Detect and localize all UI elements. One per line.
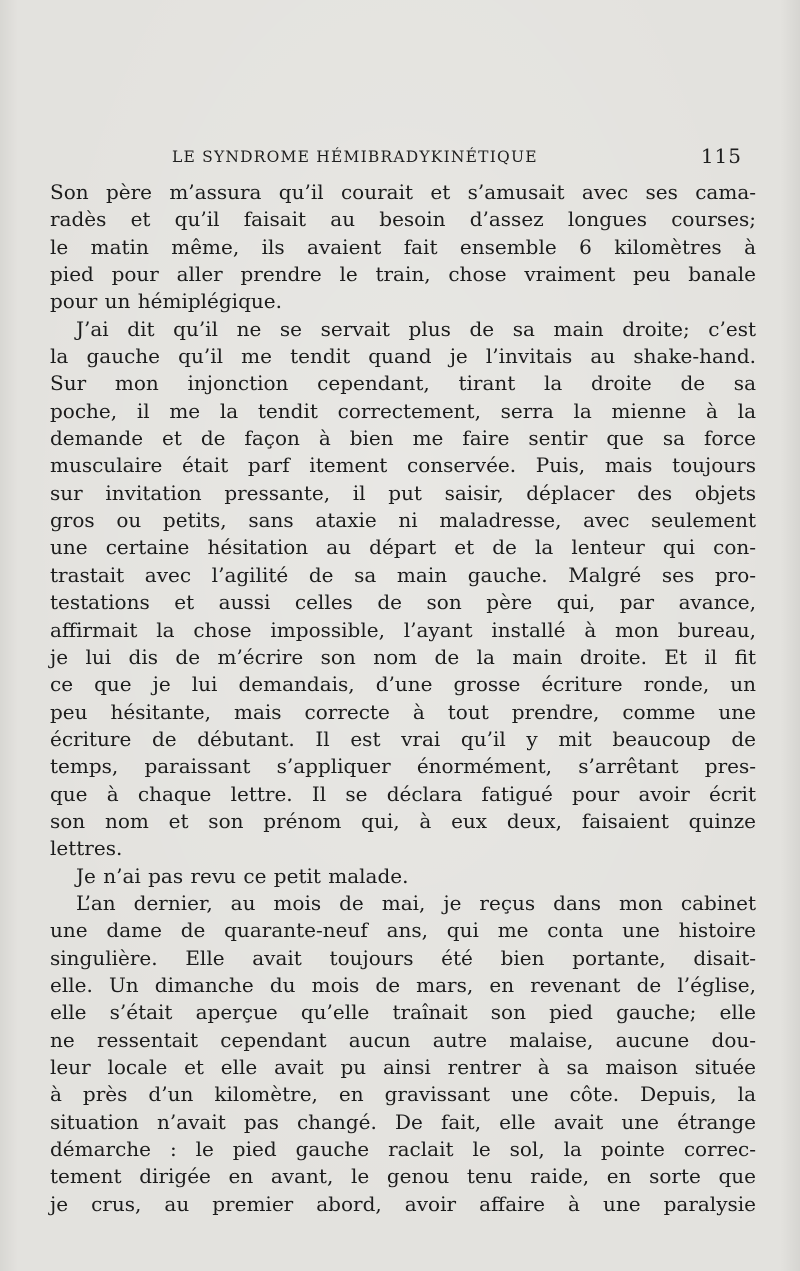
text-line: Son père m’assura qu’il courait et s’amusait avec ses cama- (50, 180, 756, 204)
text-line: elle s’était aperçue qu’elle traînait son pied gauche; elle (50, 1000, 756, 1025)
text-line: je lui dis de m’écrire son nom de la main droite. Et il fit (50, 644, 756, 669)
page-number: 115 (700, 144, 742, 168)
text-line: à près d’un kilomètre, en gravissant une côte. Depuis, la (50, 1082, 756, 1107)
text-line: L’an dernier, au mois de mai, je reçus dans mon cabinet (76, 890, 756, 915)
text-line: musculaire était parf itement conservée. Puis, mais toujours (50, 453, 756, 478)
text-line: sur invitation pressante, il put saisir, déplacer des objets (50, 480, 756, 505)
text-line: pour un hémiplégique. (50, 289, 282, 314)
text-line: ne ressentait cependant aucun autre malaise, aucune dou- (50, 1027, 756, 1052)
text-line: trastait avec l’agilité de sa main gauche. Malgré ses pro- (50, 562, 756, 587)
text-line: demande et de façon à bien me faire sentir que sa force (50, 426, 756, 451)
text-line: affirmait la chose impossible, l’ayant installé à mon bureau, (50, 617, 756, 642)
text-line: leur locale et elle avait pu ainsi rentrer à sa maison située (50, 1055, 756, 1079)
text-line: elle. Un dimanche du mois de mars, en revenant de l’église, (50, 972, 756, 997)
text-line: testations et aussi celles de son père qui, par avance, (50, 590, 756, 615)
text-line: tement dirigée en avant, le genou tenu raide, en sorte que (50, 1164, 756, 1189)
text-line: peu hésitante, mais correcte à tout prendre, comme une (50, 699, 756, 724)
text-line: situation n’avait pas changé. De fait, elle avait une étrange (50, 1109, 756, 1134)
text-line: singulière. Elle avait toujours été bien portante, disait- (50, 945, 756, 970)
body-text (50, 179, 756, 1218)
text-line: son nom et son prénom qui, à eux deux, faisaient quinze (50, 808, 756, 833)
text-line: une certaine hésitation au départ et de la lenteur qui con- (50, 535, 756, 560)
text-line: écriture de débutant. Il est vrai qu’il y mit beaucoup de (50, 726, 756, 751)
text-line: une dame de quarante-neuf ans, qui me conta une histoire (50, 918, 756, 943)
text-line: gros ou petits, sans ataxie ni maladresse, avec seulement (50, 508, 756, 533)
text-line: le matin même, ils avaient fait ensemble 6 kilomètres à (50, 234, 756, 259)
text-line: pied pour aller prendre le train, chose vraiment peu banale (50, 262, 756, 287)
text-line: la gauche qu’il me tendit quand je l’invitais au shake-hand. (50, 344, 756, 369)
text-line: démarche : le pied gauche raclait le sol, la pointe correc- (50, 1137, 756, 1162)
text-line: je crus, au premier abord, avoir affaire à une paralysie (50, 1191, 756, 1216)
text-line: temps, paraissant s’appliquer énormément, s’arrêtant pres- (50, 754, 756, 779)
text-line: que à chaque lettre. Il se déclara fatigué pour avoir écrit (50, 781, 756, 806)
text-line: Sur mon injonction cependant, tirant la droite de sa (50, 371, 756, 396)
text-line: radès et qu’il faisait au besoin d’assez longues courses; (50, 207, 756, 232)
text-line: J’ai dit qu’il ne se servait plus de sa main droite; c’est (76, 316, 756, 341)
text-line: lettres. (50, 836, 123, 861)
text-line: poche, il me la tendit correctement, serra la mienne à la (50, 398, 756, 423)
text-line: ce que je lui demandais, d’une grosse écriture ronde, un (50, 672, 756, 697)
text-line: Je n’ai pas revu ce petit malade. (76, 863, 409, 888)
running-title: LE SYNDROME HÉMIBRADYKINÉTIQUE (172, 148, 538, 166)
page-header (172, 142, 742, 172)
